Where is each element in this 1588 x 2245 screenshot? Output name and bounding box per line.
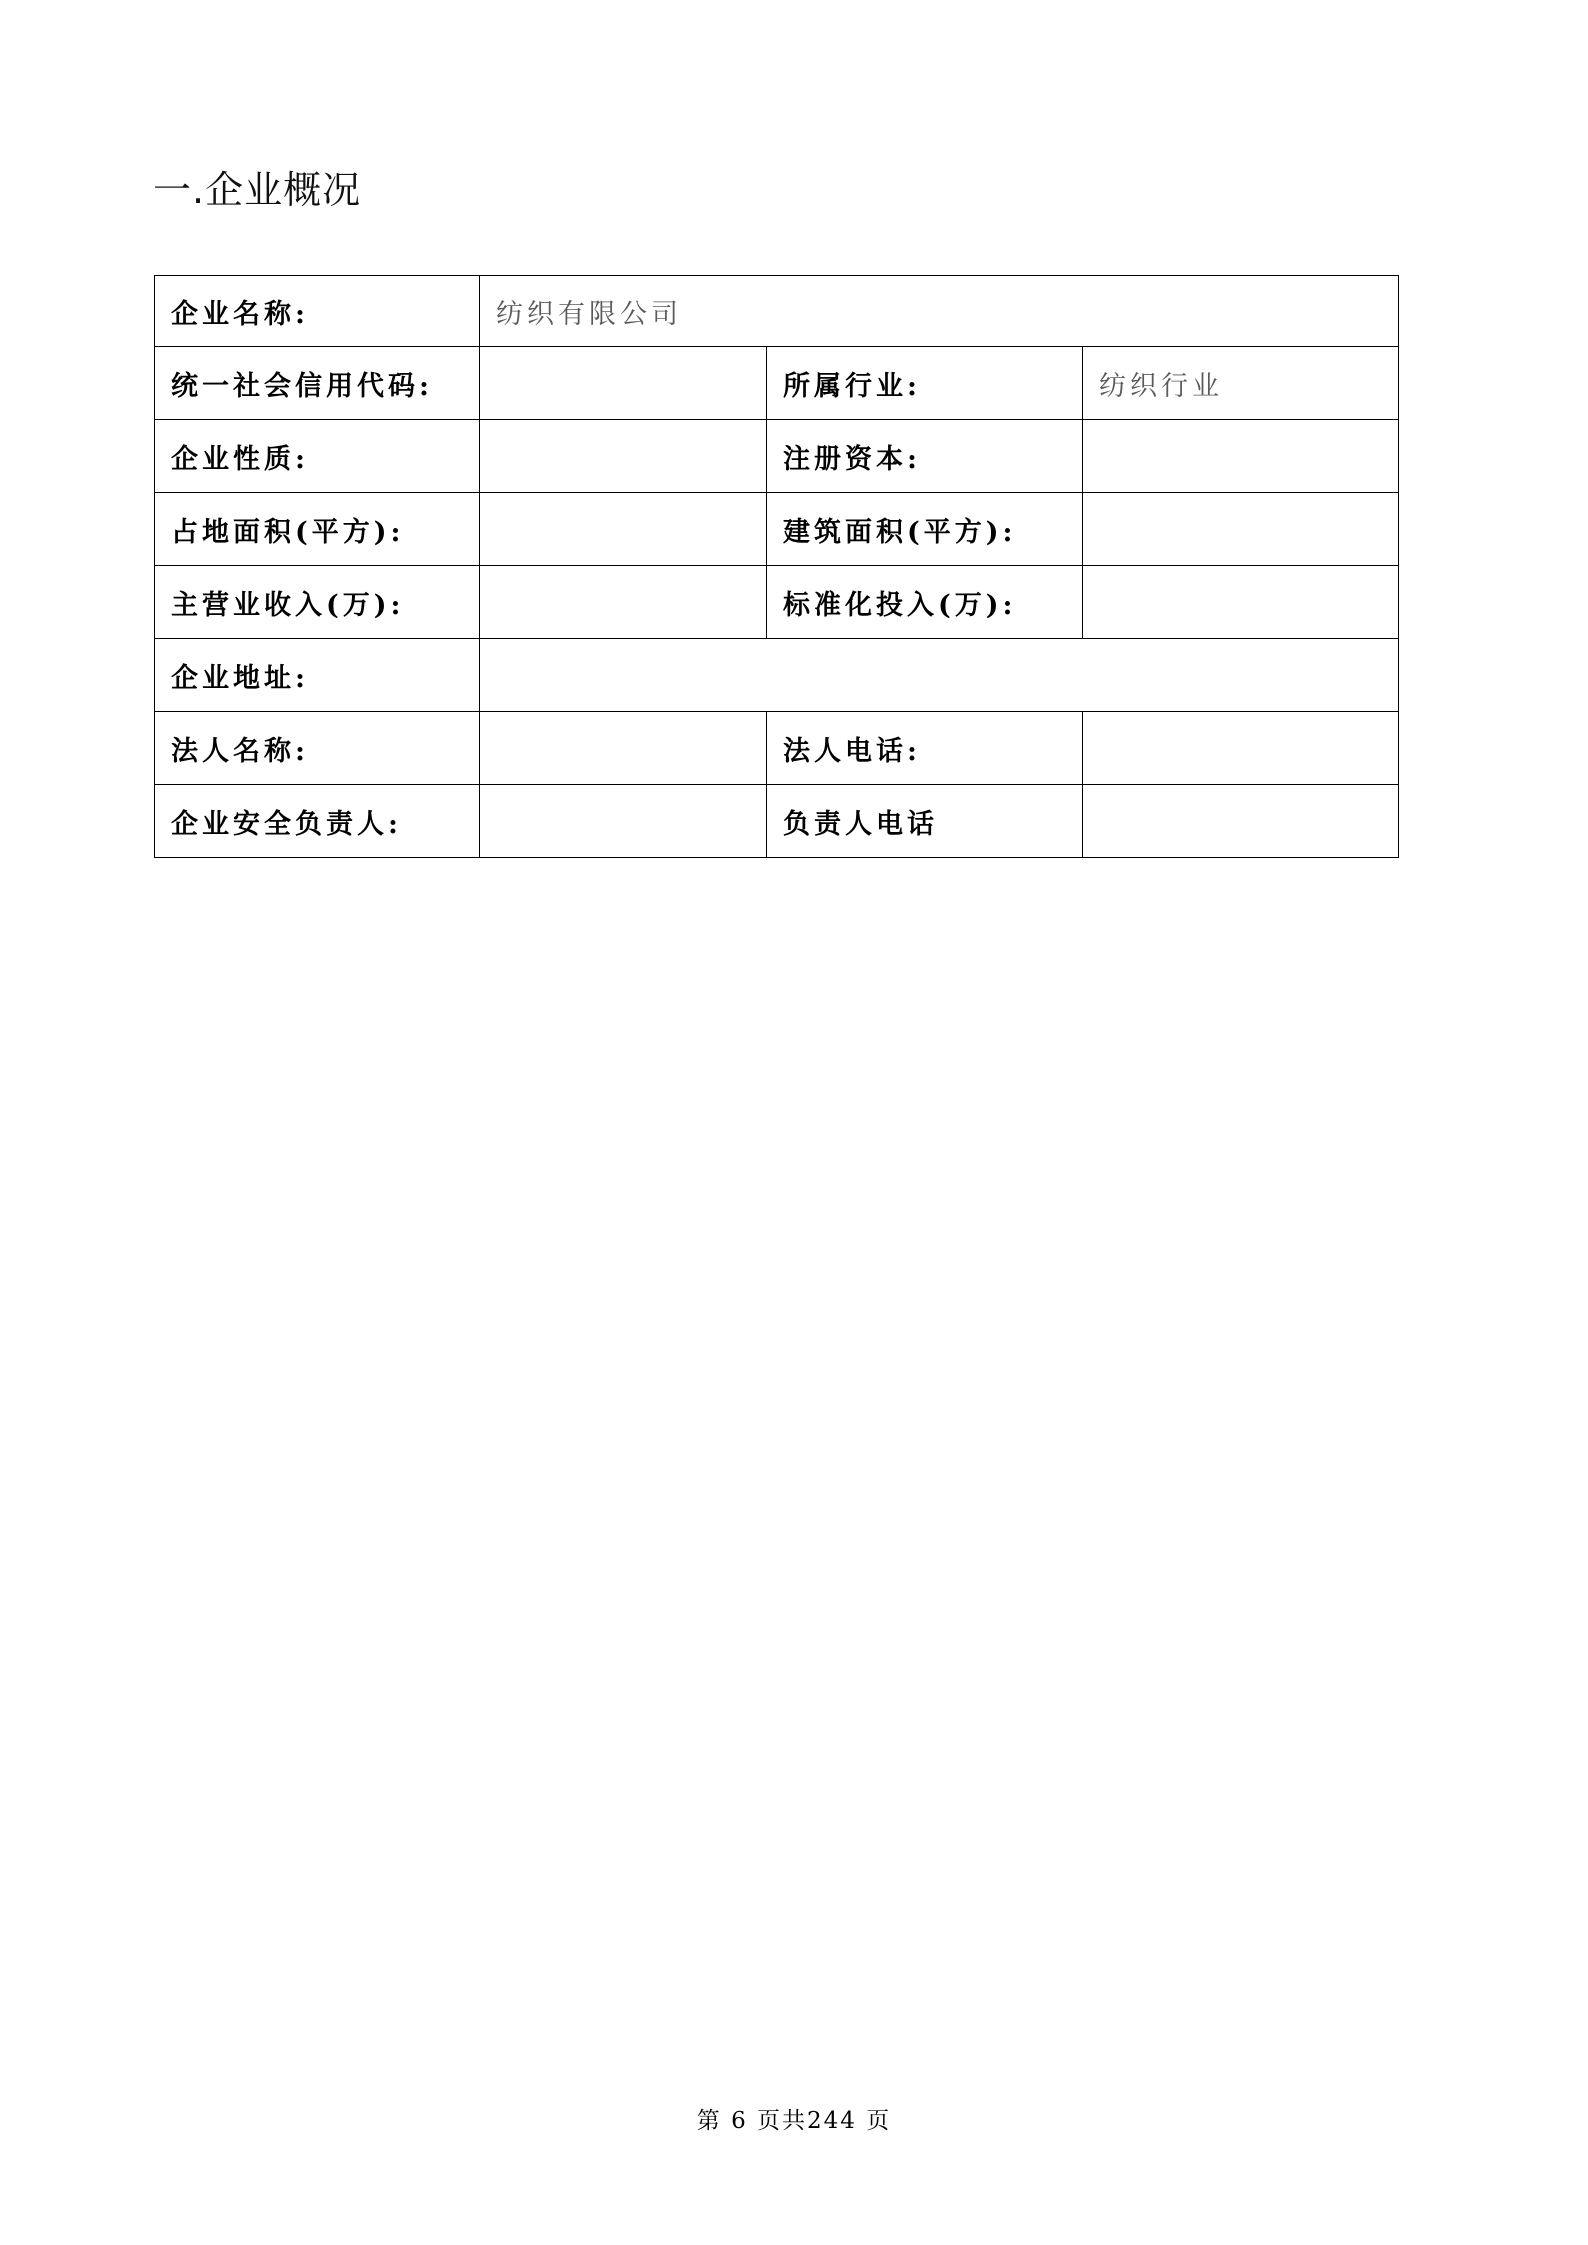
company-info-table xyxy=(154,275,1399,858)
capital-value[interactable] xyxy=(1083,420,1399,493)
table-row xyxy=(155,420,1399,493)
safety-owner-value[interactable] xyxy=(480,785,767,858)
building-area-label: 建筑面积(平方): xyxy=(767,493,1083,566)
owner-phone-label: 负责人电话 xyxy=(767,785,1083,858)
company-name-value[interactable]: 纺织有限公司 xyxy=(480,276,1399,347)
credit-code-label: 统一社会信用代码: xyxy=(155,347,480,420)
revenue-value[interactable] xyxy=(480,566,767,639)
company-name-label: 企业名称: xyxy=(155,276,480,347)
legal-name-value[interactable] xyxy=(480,712,767,785)
table-row xyxy=(155,276,1399,347)
table-row xyxy=(155,566,1399,639)
table-row xyxy=(155,493,1399,566)
table-row xyxy=(155,712,1399,785)
address-value[interactable] xyxy=(480,639,1399,712)
building-area-value[interactable] xyxy=(1083,493,1399,566)
credit-code-value[interactable] xyxy=(480,347,767,420)
std-investment-value[interactable] xyxy=(1083,566,1399,639)
std-investment-label: 标准化投入(万): xyxy=(767,566,1083,639)
table-row xyxy=(155,347,1399,420)
legal-name-label: 法人名称: xyxy=(155,712,480,785)
address-label: 企业地址: xyxy=(155,639,480,712)
page-number: 第 6 页共244 页 xyxy=(696,2108,892,2134)
capital-label: 注册资本: xyxy=(767,420,1083,493)
nature-label: 企业性质: xyxy=(155,420,480,493)
industry-value[interactable]: 纺织行业 xyxy=(1083,347,1399,420)
revenue-label: 主营业收入(万): xyxy=(155,566,480,639)
safety-owner-label: 企业安全负责人: xyxy=(155,785,480,858)
nature-value[interactable] xyxy=(480,420,767,493)
owner-phone-value[interactable] xyxy=(1083,785,1399,858)
section-title: 一.企业概况 xyxy=(153,168,362,212)
legal-phone-label: 法人电话: xyxy=(767,712,1083,785)
legal-phone-value[interactable] xyxy=(1083,712,1399,785)
table-row xyxy=(155,785,1399,858)
table-row xyxy=(155,639,1399,712)
industry-label: 所属行业: xyxy=(767,347,1083,420)
land-area-label: 占地面积(平方): xyxy=(155,493,480,566)
land-area-value[interactable] xyxy=(480,493,767,566)
